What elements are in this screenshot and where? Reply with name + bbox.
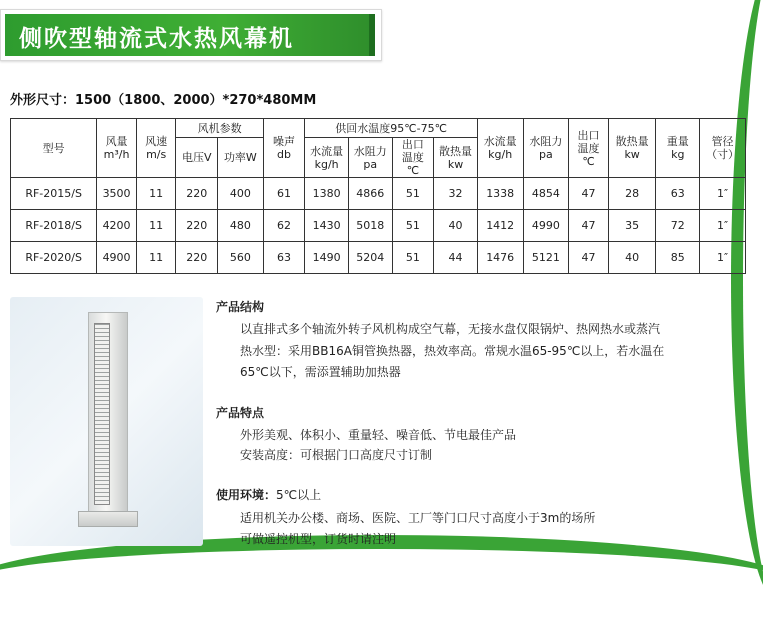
unit-base: [78, 511, 138, 527]
col-pipe: 管径 （寸）: [700, 119, 746, 178]
col-water-flow-2: 水流量 kg/h: [477, 119, 523, 178]
col-power: 功率W: [218, 138, 264, 178]
features-heading: 产品特点: [216, 406, 265, 420]
title-banner: [0, 9, 382, 61]
spec-table: [10, 118, 746, 274]
environment-line-1: 适用机关办公楼、商场、医院、工厂等门口尺寸高度小于3m的场所: [240, 511, 596, 525]
environment-line-2: 可做遥控机型，订货时请注明: [240, 532, 397, 546]
environment-value: 5℃以上: [276, 488, 322, 502]
col-supply-temp: 供回水温度95℃-75℃: [305, 119, 478, 138]
decorative-green-curve: [731, 0, 763, 600]
features-line-1: 外形美观、体积小、重量轻、噪音低、节电最佳产品: [240, 428, 517, 442]
air-curtain-unit-image: [88, 312, 128, 514]
environment-line: [216, 484, 321, 506]
col-fan-params: 风机参数: [176, 119, 263, 138]
structure-line-3: 65℃以下，需添置辅助加热器: [240, 365, 401, 379]
col-heat-2: 散热量 kw: [608, 119, 656, 178]
col-voltage: 电压V: [176, 138, 218, 178]
col-model: 型号: [11, 119, 97, 178]
col-noise: 噪声 db: [263, 119, 305, 178]
col-water-resist-2: 水阻力 pa: [523, 119, 569, 178]
table-row: RF-2015/S 3500 11 220 400 61 1380 4866 51 32 1338 4854 47 28 63 1″: [11, 178, 746, 210]
environment-heading: 使用环境：: [216, 488, 277, 502]
table-row: RF-2020/S 4900 11 220 560 63 1490 5204 51 44 1476 5121 47 40 85 1″: [11, 242, 746, 274]
table-row: RF-2018/S 4200 11 220 480 62 1430 5018 51 40 1412 4990 47 35 72 1″: [11, 210, 746, 242]
col-weight: 重量 kg: [656, 119, 700, 178]
structure-heading: 产品结构: [216, 300, 265, 314]
col-airflow: 风量 m³/h: [97, 119, 137, 178]
col-outlet-temp: 出口 温度 ℃: [392, 138, 434, 178]
col-outlet-temp-2: 出口 温度 ℃: [569, 119, 609, 178]
air-grille: [94, 323, 110, 505]
product-photo: [10, 297, 203, 546]
col-speed: 风速 m/s: [136, 119, 176, 178]
col-water-flow: 水流量 kg/h: [305, 138, 349, 178]
dimensions-text: 外形尺寸：1500（1800、2000）*270*480MM: [10, 93, 317, 108]
col-water-resist: 水阻力 pa: [348, 138, 392, 178]
col-heat: 散热量 kw: [434, 138, 478, 178]
features-line-2: 安装高度：可根据门口高度尺寸订制: [240, 448, 433, 462]
structure-line-2: 热水型：采用BB16A铜管换热器，热效率高。常规水温65-95℃以上，若水温在: [240, 344, 665, 358]
page-title: 侧吹型轴流式水热风幕机: [19, 26, 294, 52]
structure-line-1: 以直排式多个轴流外转子风机构成空气幕，无接水盘仅限锅炉、热网热水或蒸汽: [240, 322, 661, 336]
